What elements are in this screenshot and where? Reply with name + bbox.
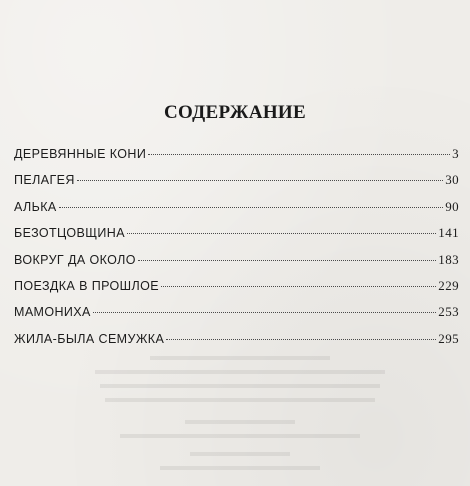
toc-entry-title: ПОЕЗДКА В ПРОШЛОЕ <box>14 278 159 293</box>
dot-leader <box>93 312 437 313</box>
toc-entry <box>14 252 459 278</box>
toc-entry <box>14 278 459 304</box>
toc-entry-page: 295 <box>438 330 459 346</box>
toc-entry-page: 3 <box>452 146 459 161</box>
toc-entry-title: ВОКРУГ ДА ОКОЛО <box>14 252 136 267</box>
dot-leader <box>148 154 450 155</box>
toc-entry-page: 141 <box>438 225 459 241</box>
toc-entry <box>14 146 459 172</box>
page-title: СОДЕРЖАНИЕ <box>164 102 306 123</box>
dot-leader <box>127 233 436 234</box>
toc-entry <box>14 199 459 225</box>
dot-leader <box>138 260 436 261</box>
toc-entry-title: ПЕЛАГЕЯ <box>14 173 75 188</box>
toc-entry <box>14 304 459 330</box>
toc-entry-title: ДЕРЕВЯННЫЕ КОНИ <box>14 147 147 161</box>
toc-entry <box>14 331 459 357</box>
table-of-contents <box>14 146 459 357</box>
toc-entry-page: 90 <box>445 198 459 214</box>
toc-entry-title: МАМОНИХА <box>14 305 91 320</box>
toc-entry-title: ЖИЛА-БЫЛА СЕМУЖКА <box>14 331 165 346</box>
toc-entry-page: 183 <box>438 251 459 267</box>
toc-entry <box>14 225 459 251</box>
dot-leader <box>166 339 436 340</box>
toc-entry-page: 229 <box>438 277 459 293</box>
toc-entry-page: 253 <box>438 304 459 320</box>
dot-leader <box>77 180 443 181</box>
toc-entry-title: АЛЬКА <box>14 199 57 214</box>
dot-leader <box>59 207 444 208</box>
toc-entry-page: 30 <box>445 172 459 188</box>
toc-entry-title: БЕЗОТЦОВЩИНА <box>14 226 125 241</box>
toc-entry <box>14 172 459 198</box>
dot-leader <box>161 286 436 287</box>
